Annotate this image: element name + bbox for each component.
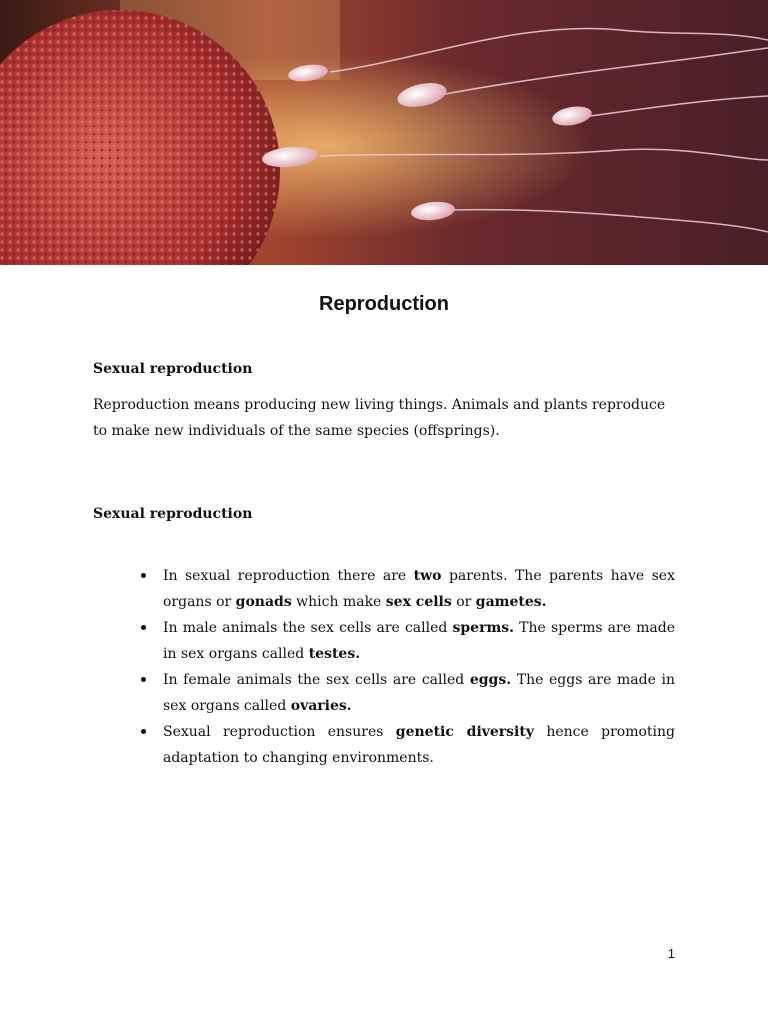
bullet-icon <box>141 573 146 578</box>
page-title: Reproduction <box>319 293 449 315</box>
text-run: or <box>451 594 476 610</box>
text-run: hence promoting adaptation to changing environments. <box>163 724 676 766</box>
bold-term: genetic diversity <box>395 724 534 740</box>
list-item <box>93 667 675 719</box>
list-item <box>93 615 675 667</box>
text-run: which make <box>291 594 386 610</box>
bullet-list <box>93 563 675 771</box>
document-body <box>93 356 675 771</box>
paragraph: Reproduction means producing new living things. Animals and plants reproduce to make new individuals of the same species (offsprings). <box>93 397 666 439</box>
list-item <box>93 563 675 615</box>
bold-term: testes. <box>308 646 361 662</box>
list-item <box>93 719 675 771</box>
text-run: The eggs are made in sex organs called <box>163 672 675 714</box>
bold-term: eggs. <box>469 672 512 688</box>
text-run: In female animals the sex cells are called <box>163 672 470 688</box>
page-number: 1 <box>667 946 675 961</box>
section-heading: Sexual reproduction <box>93 361 253 377</box>
bold-term: sex cells <box>385 594 452 610</box>
bold-term: ovaries. <box>290 698 352 714</box>
bold-term: two <box>413 568 442 584</box>
bullet-icon <box>141 677 146 682</box>
text-run: The sperms are made in sex organs called <box>163 620 676 662</box>
bold-term: gametes. <box>475 594 547 610</box>
bullet-icon <box>141 729 146 734</box>
section-heading: Sexual reproduction <box>93 506 253 522</box>
header-illustration <box>0 0 768 265</box>
text-run: parents. The parents have sex organs or <box>163 568 675 610</box>
text-run: Sexual reproduction ensures <box>163 724 396 740</box>
text-run: In sexual reproduction there are <box>163 568 414 584</box>
bold-term: gonads <box>235 594 292 610</box>
bullet-icon <box>141 625 146 630</box>
bold-term: sperms. <box>452 620 515 636</box>
text-run: In male animals the sex cells are called <box>163 620 453 636</box>
